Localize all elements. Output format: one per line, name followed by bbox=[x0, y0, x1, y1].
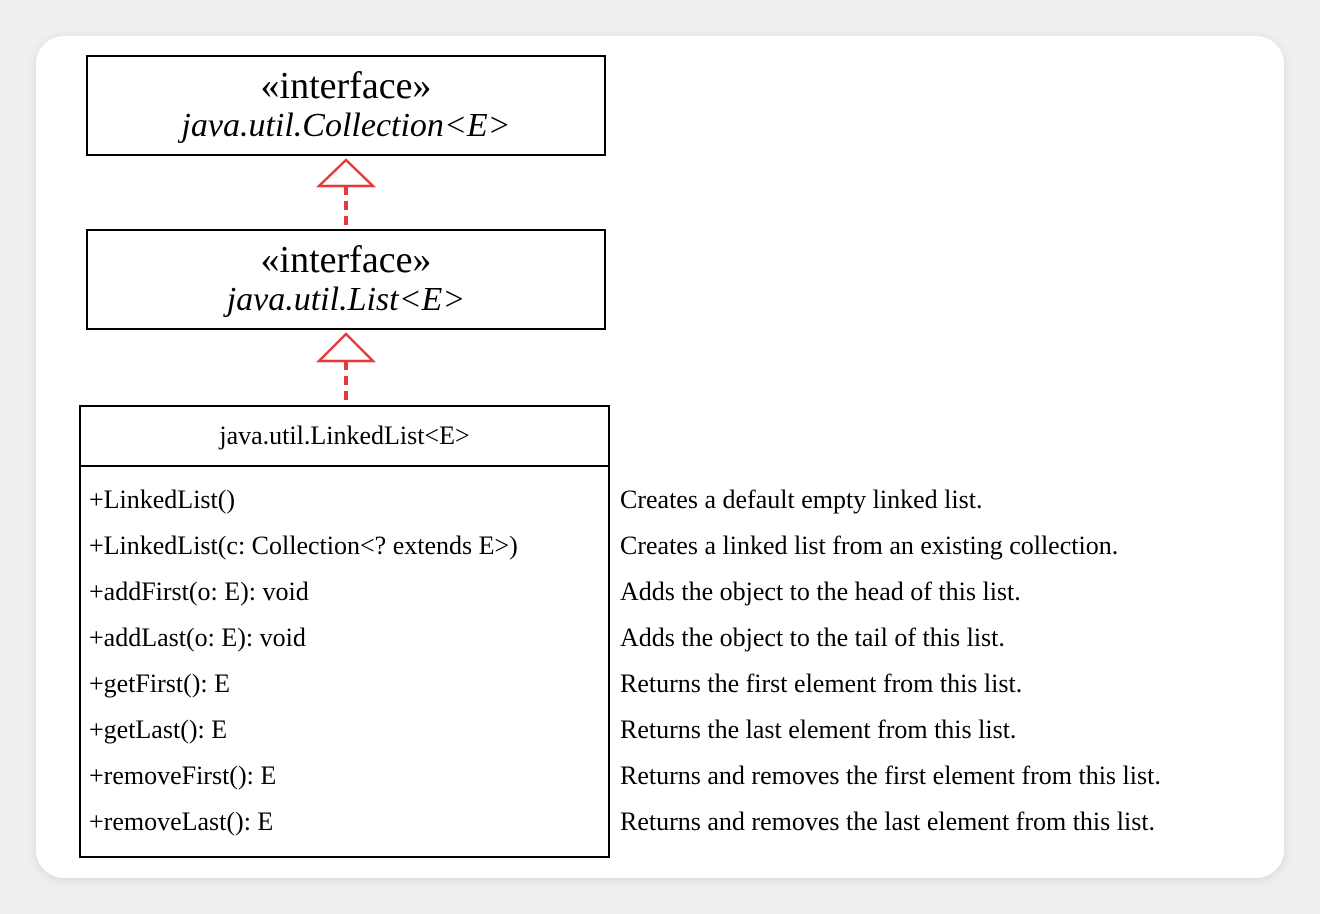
method-description: Creates a default empty linked list. bbox=[620, 485, 983, 514]
collection-interface-name: java.util.Collection<E> bbox=[181, 106, 511, 144]
hollow-triangle-arrowhead bbox=[319, 334, 373, 361]
list-realizes-collection-arrow bbox=[319, 160, 373, 229]
method-signature: +getLast(): E bbox=[89, 715, 228, 744]
method-signature: +getFirst(): E bbox=[89, 669, 231, 698]
hollow-triangle-arrowhead bbox=[319, 160, 373, 186]
list-interface-name: java.util.List<E> bbox=[226, 280, 466, 318]
method-description: Returns the first element from this list. bbox=[620, 669, 1023, 698]
method-description: Adds the object to the tail of this list. bbox=[620, 623, 1005, 652]
linkedlist-realizes-list-arrow bbox=[319, 334, 373, 405]
method-signature: +addFirst(o: E): void bbox=[89, 577, 309, 606]
method-signature: +LinkedList() bbox=[89, 485, 236, 514]
method-description: Adds the object to the head of this list. bbox=[620, 577, 1021, 606]
list-stereotype: «interface» bbox=[260, 238, 432, 281]
method-signature: +removeFirst(): E bbox=[89, 761, 277, 790]
method-description: Returns and removes the last element from this list. bbox=[620, 807, 1156, 836]
method-description: Returns and removes the first element from this list. bbox=[620, 761, 1161, 790]
method-description: Returns the last element from this list. bbox=[620, 715, 1017, 744]
method-signature: +LinkedList(c: Collection<? extends E>) bbox=[89, 531, 518, 560]
linkedlist-class-name: java.util.LinkedList<E> bbox=[81, 407, 608, 467]
method-description: Creates a linked list from an existing collection. bbox=[620, 531, 1119, 560]
method-signature: +addLast(o: E): void bbox=[89, 623, 306, 652]
collection-stereotype: «interface» bbox=[260, 64, 432, 107]
method-signature: +removeLast(): E bbox=[89, 807, 274, 836]
